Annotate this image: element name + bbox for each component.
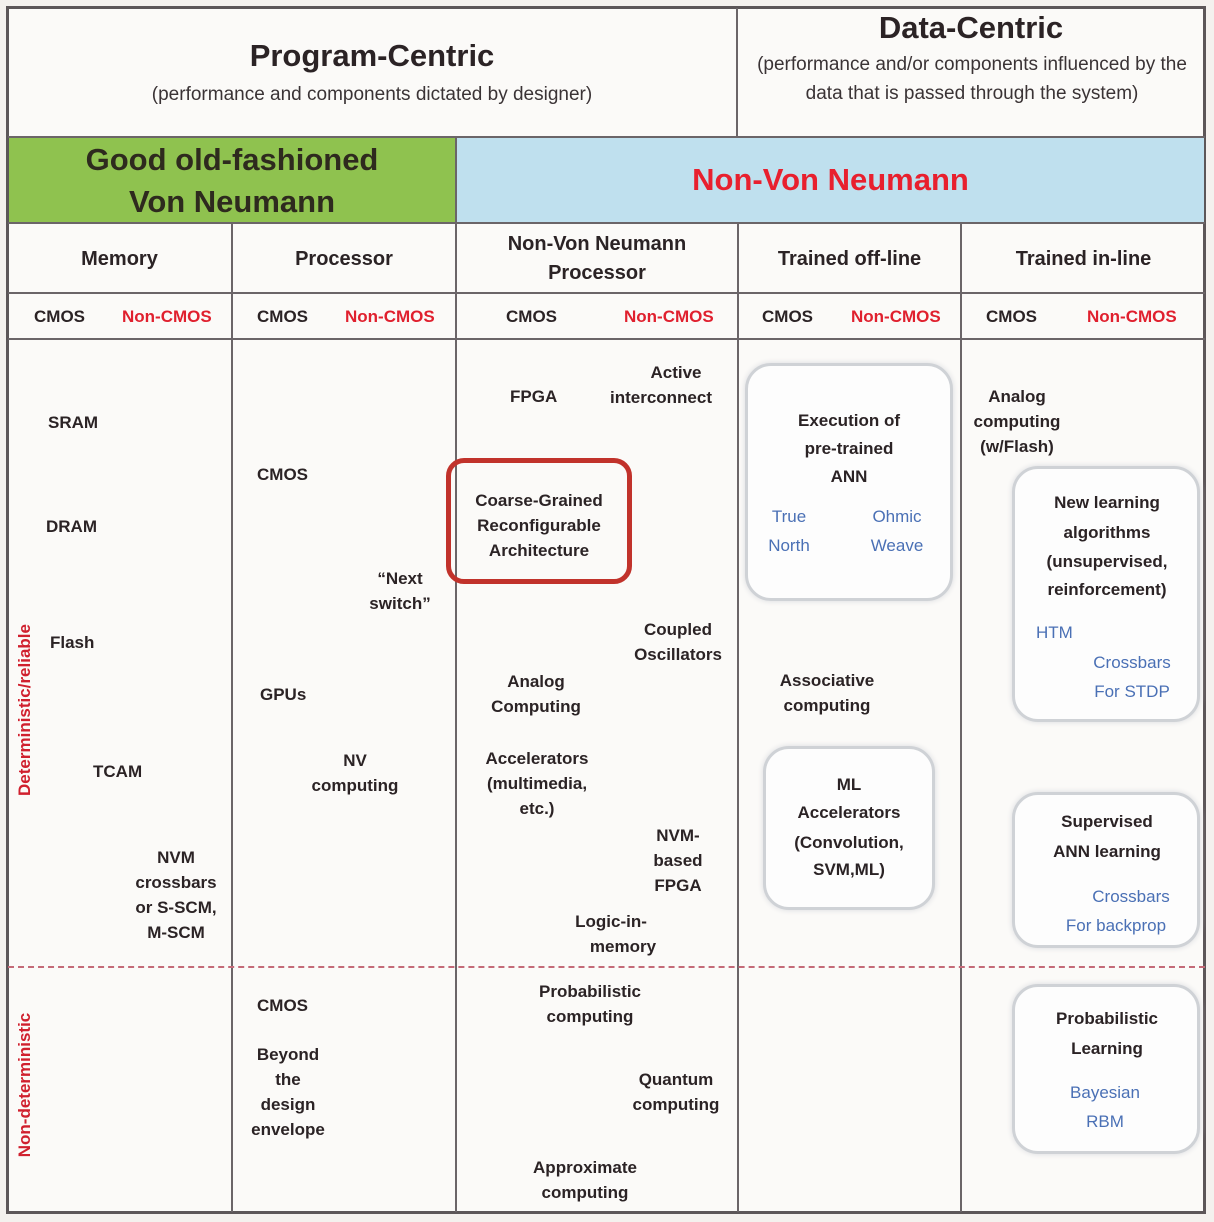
von-neumann-band <box>9 138 455 222</box>
ohmic-line2: Weave <box>870 536 924 555</box>
colhead-bottom-line <box>8 292 1205 294</box>
inline-crossbars-stdp <box>1082 648 1182 706</box>
non-von-neumann-label: Non-Von Neumann <box>692 162 969 197</box>
processor-beyond-envelope <box>240 1042 336 1142</box>
col-divider-3 <box>737 224 739 1212</box>
beyond-line1: Beyond <box>256 1045 320 1064</box>
inline-analog-line1: Analog <box>988 387 1046 406</box>
beyond-line2: the <box>275 1070 301 1089</box>
quantum-line2: computing <box>632 1095 720 1114</box>
col-nvn-line2: Processor <box>548 262 646 284</box>
ohmic-line1: Ohmic <box>872 507 922 526</box>
accel-line1: Accelerators <box>485 749 589 768</box>
bayes-line1: Bayesian <box>1070 1083 1140 1102</box>
assoc-line2: computing <box>783 696 871 715</box>
processor-nv-computing <box>300 748 410 798</box>
bp-line1: Crossbars <box>1092 887 1170 906</box>
coupled-line1: Coupled <box>644 620 712 639</box>
nvn-accelerators <box>470 746 604 821</box>
processor-next-switch <box>355 566 445 616</box>
nvn-active-interconnect <box>596 360 726 410</box>
inline-supervised <box>1022 807 1192 867</box>
inline-htm: HTM <box>1036 623 1073 642</box>
cgra-line1: Coarse-Grained <box>475 491 603 510</box>
problearn-line1: Probabilistic <box>1055 1009 1159 1028</box>
col-divider-1 <box>231 224 233 1212</box>
col-trained-offline: Trained off-line <box>777 248 922 270</box>
quantum-line1: Quantum <box>638 1070 714 1089</box>
col-trained-inline: Trained in-line <box>1015 248 1152 270</box>
processor-cmos-item: CMOS <box>257 465 308 484</box>
inline-bayesian-rbm <box>1040 1078 1170 1136</box>
approx-line1: Approximate <box>533 1158 637 1177</box>
nvn-noncmos: Non-CMOS <box>624 307 714 326</box>
nvn-nvm-fpga <box>640 823 716 898</box>
nvm-line4: M-SCM <box>147 923 205 942</box>
exec-line2: pre-trained <box>804 439 894 458</box>
nvm-fpga-line1: NVM- <box>656 826 700 845</box>
nvn-fpga: FPGA <box>510 387 558 406</box>
beyond-line4: envelope <box>251 1120 325 1139</box>
exec-line3: ANN <box>830 467 868 486</box>
memory-sram: SRAM <box>48 413 99 432</box>
inline-analog-computing <box>962 384 1072 459</box>
col-divider-4 <box>960 224 962 1212</box>
col-memory: Memory <box>81 248 158 270</box>
program-centric-subtitle: (performance and components dictated by designer) <box>151 84 593 105</box>
nvn-coupled-oscillators <box>620 617 736 667</box>
inline-new-learning <box>1022 488 1192 604</box>
nvn-cgra <box>452 488 626 563</box>
nv-line2: computing <box>311 776 399 795</box>
data-centric-subtitle: (performance and/or components influenced by the data that is passed through the system) <box>757 54 1187 104</box>
inline-analog-line2: computing <box>973 412 1061 431</box>
logic-line1: Logic-in- <box>575 912 647 931</box>
col-processor: Processor <box>295 248 393 270</box>
next-switch-line1: “Next <box>377 569 423 588</box>
nvn-cmos: CMOS <box>506 307 557 326</box>
accel-line3: etc.) <box>519 799 555 818</box>
beyond-line3: design <box>260 1095 316 1114</box>
col-nvn-line1: Non-Von Neumann <box>507 233 687 255</box>
nvm-line3: or S-SCM, <box>135 898 217 917</box>
offline-associative-computing <box>762 668 892 718</box>
processor-cmos: CMOS <box>257 307 308 326</box>
data-centric-title: Data-Centric <box>878 10 1064 45</box>
processor-noncmos: Non-CMOS <box>345 307 435 326</box>
nvn-analog-line1: Analog <box>507 672 565 691</box>
nvm-line2: crossbars <box>135 873 217 892</box>
stdp-line1: Crossbars <box>1093 653 1171 672</box>
nvm-fpga-line2: based <box>653 851 703 870</box>
newlearn-line4: reinforcement) <box>1047 580 1167 599</box>
cgra-line3: Architecture <box>488 541 590 560</box>
exec-line1: Execution of <box>797 411 900 430</box>
coupled-line2: Oscillators <box>634 645 722 664</box>
nv-line1: NV <box>343 751 367 770</box>
col-nvn-processor <box>457 230 737 288</box>
ml-line2: Accelerators <box>797 803 901 822</box>
row-divider-dashed <box>8 966 1205 968</box>
inline-probabilistic-learning <box>1022 1004 1192 1064</box>
newlearn-line3: (unsupervised, <box>1046 552 1168 571</box>
ml-line4: SVM,ML) <box>813 860 885 879</box>
memory-cmos: CMOS <box>34 307 85 326</box>
accel-line2: (multimedia, <box>486 774 588 793</box>
offline-execution-ann <box>760 408 938 489</box>
inline-cmos: CMOS <box>986 307 1037 326</box>
memory-flash: Flash <box>50 633 95 652</box>
ml-line1: ML <box>836 775 862 794</box>
nvn-logic-in-memory <box>556 909 666 959</box>
bayes-line2: RBM <box>1086 1112 1124 1131</box>
newlearn-line2: algorithms <box>1063 523 1151 542</box>
nvn-analog-computing <box>476 669 596 719</box>
ml-line3: (Convolution, <box>794 833 904 852</box>
supervised-line1: Supervised <box>1061 812 1153 831</box>
tech-bottom-line <box>8 338 1205 340</box>
memory-tcam: TCAM <box>93 762 143 781</box>
processor-cmos-nd: CMOS <box>257 996 308 1015</box>
offline-noncmos: Non-CMOS <box>851 307 941 326</box>
memory-nvm-crossbars <box>120 845 232 945</box>
memory-noncmos: Non-CMOS <box>122 307 212 326</box>
von-neumann-line1: Good old-fashioned <box>85 142 379 177</box>
nvm-line1: NVM <box>157 848 195 867</box>
von-neumann-line2: Von Neumann <box>128 184 336 219</box>
nvn-quantum-computing <box>620 1067 732 1117</box>
newlearn-line1: New learning <box>1054 493 1160 512</box>
true-north-line1: True <box>771 507 807 526</box>
col-divider-2 <box>455 138 457 1212</box>
offline-cmos: CMOS <box>762 307 813 326</box>
row-label-nondeterministic: Non-deterministic <box>15 1012 34 1158</box>
non-von-neumann-band <box>457 138 1204 222</box>
bp-line2: For backprop <box>1065 916 1167 935</box>
active-line2: interconnect <box>609 388 713 407</box>
nvn-analog-line2: Computing <box>491 697 581 716</box>
nvn-approximate-computing <box>518 1155 652 1205</box>
row-label-deterministic: Deterministic/reliable <box>15 624 34 796</box>
offline-ml-accelerators <box>772 772 926 882</box>
nvn-prob-line2: computing <box>546 1007 634 1026</box>
program-centric-title: Program-Centric <box>249 38 495 73</box>
processor-gpus: GPUs <box>260 685 307 704</box>
assoc-line1: Associative <box>779 671 875 690</box>
cgra-line2: Reconfigurable <box>477 516 601 535</box>
offline-ohmic-weave <box>862 502 932 560</box>
offline-true-north <box>760 502 818 560</box>
memory-dram: DRAM <box>46 517 97 536</box>
next-switch-line2: switch” <box>369 594 431 613</box>
inline-analog-line3: (w/Flash) <box>980 437 1054 456</box>
nvm-fpga-line3: FPGA <box>654 876 702 895</box>
supervised-line2: ANN learning <box>1053 842 1161 861</box>
inline-crossbars-backprop <box>1050 882 1182 940</box>
nvn-prob-line1: Probabilistic <box>538 982 642 1001</box>
problearn-line2: Learning <box>1071 1039 1143 1058</box>
logic-line2: memory <box>589 937 657 956</box>
nvn-probabilistic-computing <box>524 979 656 1029</box>
true-north-line2: North <box>768 536 810 555</box>
approx-line2: computing <box>541 1183 629 1202</box>
stdp-line2: For STDP <box>1094 682 1170 701</box>
inline-noncmos: Non-CMOS <box>1087 307 1177 326</box>
active-line1: Active <box>650 363 702 382</box>
